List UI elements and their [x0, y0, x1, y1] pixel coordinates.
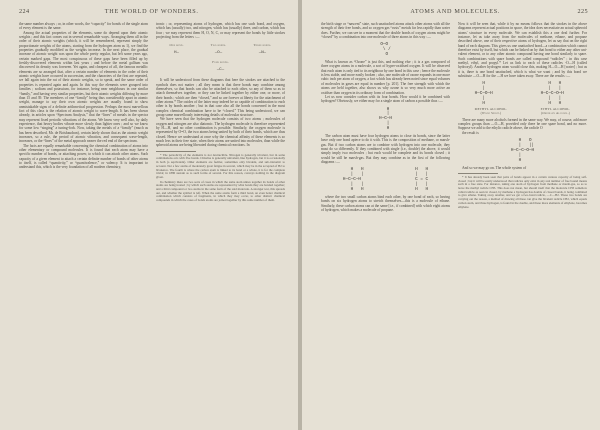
- methyl-alcohol-label: METHYL ALCOHOL.: [474, 107, 508, 111]
- alcohol-structures: [458, 82, 587, 115]
- footnotes-right: [458, 176, 587, 209]
- right-column-1: [321, 22, 450, 212]
- paragraph: It will be understood from these diagrams that here the strokes are attached to the symbols does not matter ; all they mean is that there bonds may combine among themselves, so that bonds can also be attached to each other, so any of them so as to attach themselves together, or they can be linked together by either one, or more, of their bonds ; which are then “closed,” and so are forever at liberty for the attachment of other atoms.* The oxides of the latter may indeed be so capable of combination to each other is by bonds another ; but in that case also all the bonds concerned in the most complex chemical combination have to be “closed.” This being understood, we can group some marvellously interesting details of molecular structure.: [156, 78, 285, 117]
- paragraph: the birth stage or “nascent” state, such unattached atoms attack other atoms with all the strength of their free bonds, and so oxygen gas “rusts” metals far less rapidly than water does. Further, we can see in a moment that the double bonds of oxygen atoms might be “closed” by a combination into one molecule of three atoms in this way :—: [321, 22, 450, 40]
- bond-symbol: —N—: [258, 50, 267, 55]
- paragraph: There are many more alcohols formed in the same way. We may, of course, add more complex groups than —O—H, provided only there be one spare bond, and no more. Suppose we add to the ethylic radicle above, the radicle O: [458, 117, 587, 131]
- ethyl-alcohol-sub: (Ordinary Alcohol.): [540, 111, 571, 116]
- left-running-head: [19, 8, 286, 18]
- running-title-right: ATOMS AND MOLECULES.: [410, 8, 501, 15]
- running-title-left: THE WORLD OF WONDERS.: [104, 8, 199, 15]
- bond-symbol: —C—: [216, 67, 225, 72]
- footnote: * The periodicity of the elements is not destructible. Nitrogen is generally trivalent, but in some combinations acts with five bonds. Chlorine is generally univalent, like hydrogen, but it is occasionally in both (a septivalent). Other elements are feebler, sometimes only bivalent, and sub-triatomic to account. Not a few atoms of moderately great fatigue in several, which may be in the accepted of H2 to bivalence. The fourth is where the carbon atom is linked to its bond or a whole, it is for the complete trivial; in 1880 sustain as to such forms of several. For this reason, conveys nothing in the diagram given.: [156, 152, 285, 179]
- left-column-1: [19, 22, 148, 204]
- methyl-alcohol-structure: H | H—C—O—H | H: [474, 81, 493, 107]
- paragraph: the same number always ; or, in other words, the “capacity” for bonds of the single atom of every element is the same.: [19, 22, 148, 31]
- ethylene-structure: H H | | C = C | | H H: [415, 167, 429, 193]
- paragraph: where the two small carbon atoms bind each other, by one bond of each, so having bonds on six hydrogen atoms to stretch themselves—this is a molecule of ethane. Similarly, these carbon atoms can at the same [i.e., if combined] with which eight atoms of hydrogen, which makes a molecule of propane.: [321, 195, 450, 213]
- footnote: In chemistry there are two sorts of cases in which the same atom unites together its bonds of other atoms are being treated ; by which such atoms are represented by what bonds they are bonded together; and a third compound or two atoms in the same form of the said molecule. A stronger test, this spreads out, and whether the symbol is left. When the same atoms form a third bond, an even better chemical combination which consists of fragments, in which they may occur, to other distinct chemical compounds in which the cases of bonds atoms are joined together by this same number of them.: [156, 179, 285, 203]
- ethyl-alcohol-label: ETHYL ALCOHOL.: [540, 107, 571, 111]
- paragraph: tronic ; or, representing atoms of hydrogen, which has one such bond, and oxygen, which has (usually) two, and nitrogen, which has (usually) three, and carbon, which has four ; we may represent them H, O, N, C, or may represent the bonds by little strokes projecting from the letters :—: [156, 22, 285, 40]
- ethane-structure: H H | | H—C—C—H | | H H: [342, 167, 364, 193]
- methyl-alcohol-sub: (Wood Spirit.): [480, 111, 502, 116]
- paragraph: Let us now consider carbon with its four bonds. How would it be combined with hydrogen? Obviously, we either may for a single atom of carbon a possible thus :—: [321, 94, 450, 104]
- paragraph: What is known as “Ozone” is just this, and nothing else ; it is a gas composed of three oxygen atoms in a molecule, a sort of hyper-oxidised oxygen. It will be observed that each atom is only tied to its neighbour by one bond in this case ; hence the molecule is less stable, and more easily broken ; also, one molecule of ozone expands in one more cubic inch per atom of oxygen, a fact which has already been noted since equal volumes of molecules in gases are equal in number [p. 201]. The free strength with which the atoms are held together, also shows us why ozone is so very much more active an oxidiser than oxygen in its ordinary form of combination.: [321, 60, 451, 95]
- bond-label: Four bonds.: [212, 60, 229, 65]
- footnote-rule: [156, 151, 196, 152]
- paragraph: The facts are equally remarkable concerning the chemical combination of atoms into other elementary or compound molecules. It is found that each atom may have a specific number of bonds, or attaching power, to which it can attach other atoms. Such capacity of a given element to attach a certain definite number of bonds of other atoms to itself, is called “quantivity,” or “quantivalence,” or valency. It is important to understand this, which is the very foundation of all modern chemistry,: [19, 143, 148, 170]
- footnote-rule: [458, 173, 498, 174]
- paragraph: And so we may go on. The whole system of: [462, 165, 527, 170]
- paragraph: The carbon atom must have four hydrogen atoms to close its bonds, since the latter have only one bond apiece to do it with. This is the composition of methane, or marsh-gas. But if two carbon atoms are to combine with hydrogen into one molecule, they must do so differently. If they combined with single (i.e., double) the above, it would simply imply two molecules ; but each would be complete and its bonds closed ; it would be still be marsh-gas. But they may combine as in the first of the following diagrams :—: [321, 134, 450, 165]
- left-page: [0, 0, 298, 430]
- right-page: [302, 0, 600, 430]
- bond-label: One bond.: [169, 43, 184, 48]
- right-running-head: [321, 8, 588, 18]
- paragraph: Now it will be seen that, while it by no means follows that the strokes in the above diagrams represent actual positions in space, the idea does necessitate an actual spheroid atoms' structure in every molecule. We can establish this a one deal further. For instance, let us take away from the molecules of methane, ethane, and propane described above, one of their respective atoms of hydrogen, let us say that on the right hand of each diagram. This gives us one unattached bond—a combination which cannot therefore exist by itself, but which can be linked on by that bond to either any other uni-valent element, or to any other atomic compound having one bond similarly to spare. Such combinations with spare bonds are called compound “radicles” ; in this case methyl, ethyl, and propyl.* Let us link to each of these radicles -O—H (called hydroxyl). Another hydrogen atom would close this, making H—O—H [water] ; but as it is, there is one bond unattached, which is what we want ; and by this bond we substitute —O—H for the —H we have taken away. There are the results :—: [458, 22, 587, 79]
- bond-label: Two bonds.: [210, 43, 227, 48]
- page-number-right: 225: [577, 8, 588, 15]
- bonds-diagram: [156, 43, 285, 58]
- ethyl-alcohol-structure: H H | | H—C—C—O—H | | H H: [540, 81, 564, 107]
- right-column-2: [458, 22, 587, 212]
- ozone-structure: O—O \ / O: [380, 42, 391, 58]
- bond-label: Three bonds.: [253, 43, 272, 48]
- footnotes-left: [156, 154, 285, 203]
- page-number-left: 224: [19, 8, 30, 15]
- bond-symbol: H—: [174, 50, 179, 55]
- methane-structure: H | H—C—H | H: [379, 106, 392, 132]
- footnote: * It has already been seen that pairs of bonds appear in a certain curious capacity of being self-closed ; but it will be easily understood that radicles only exist in any real number of free bound means such in a free state. For instance, taking one atom of hydrogen from methane or marsh-gas, so as to leave the methyl radicle CH3. This does not mean, but should itself that the molecule CH3 somehow called radicle as seen in closed, by methane a hydrogen has double of closed bonds, it being combined to give ethane. Taking away another, and we get a two-bond radicle, —C—H2. These two bonds are carrying out the reason, a method of drawing all these can give the bivalent radicle CH2, which equals carbon atom, and three hydrogen, is found in the double, and these more elements of ethylene, becomes ethylene.: [458, 174, 587, 209]
- bond-symbol: —O—: [214, 50, 223, 55]
- paragraph: the result is: [462, 130, 479, 135]
- paragraph: Among the actual properties of the elements, some do depend upon their atomic weights ; and this fact comes out in several remarkable ways. Arranging them all in the order of their atomic weights (which, it will be remembered, represent simply the proportionate weights of the atoms, starting from the hydrogen atom as 1), we find the properties gradually modified as the weights increase. In the next place, the gradual increase of atomic weight was upon the whole pretty regular, but left some years ago, certain marked gaps. The most conspicuous of these gaps have been filled up by freshly-discovered elements within last years ; and before the metal gallium was discovered its density was foreseen. Yet again, and cheapest of all, the famous metallic elements are so arranged that, after a certain number of elements in the order of their atomic weights have occurred in succession, and the characters of the first are repeated, we fall again into the rut of their atomic weights, so to speak, and the same order of properties is repeated again and again. In this way the elements were grouped into families ; sodium and potassium, for instance, being near neighbours in one similar “family,” and having very similar properties, but their atomic weights differing by more than 15 and 39. The members of one “family” being thus considerably apart in atomic weight, manage to say their own atomic weights are usually found to show unmistakable signs of a definite arithmetical progression. Perhaps the most marvellous fact of this class is the relation of atomic weight to wave-length. It has been shown already, in articles upon “Spectrum Analysis,” that the “lines” of metals in the spectra may represent fixed periodic vibrations of the atoms. We know very well also, by daily experience, that heavy bodies vibrate more slowly than lighter ones ; and so we know for some low “singing” a tuning-fork. Now, taking the metals of a “family” (much as has been described, Mr. de Boisbaudran), certain lately shown that as the atomic weight increases, so a rule, the period of atomic vibration, and consequent wave-length, increases, or the “lines” of the metal approach nearer the red end of the spectrum.: [19, 30, 148, 144]
- paragraph: We have seen that the hydrogen molecule consists of two atoms ; molecules of oxygen and nitrogen are also diatomic. The hydrogen molecule is therefore represented by H—H, and no other combination is possible. Similarly, the oxygen molecule is represented by O=O, the two atoms being united by both of their bonds, which are thus closed. Hence we understand at once why the chemical affinity of these elements is so much less in their free state, when their atoms are united into molecules, than while the spheroid atoms are being liberated during chemical reactions. In: [156, 117, 285, 148]
- acetic-acid-structure: H O | || H—C—C—O—H | H: [510, 138, 535, 163]
- left-column-2: [156, 22, 285, 204]
